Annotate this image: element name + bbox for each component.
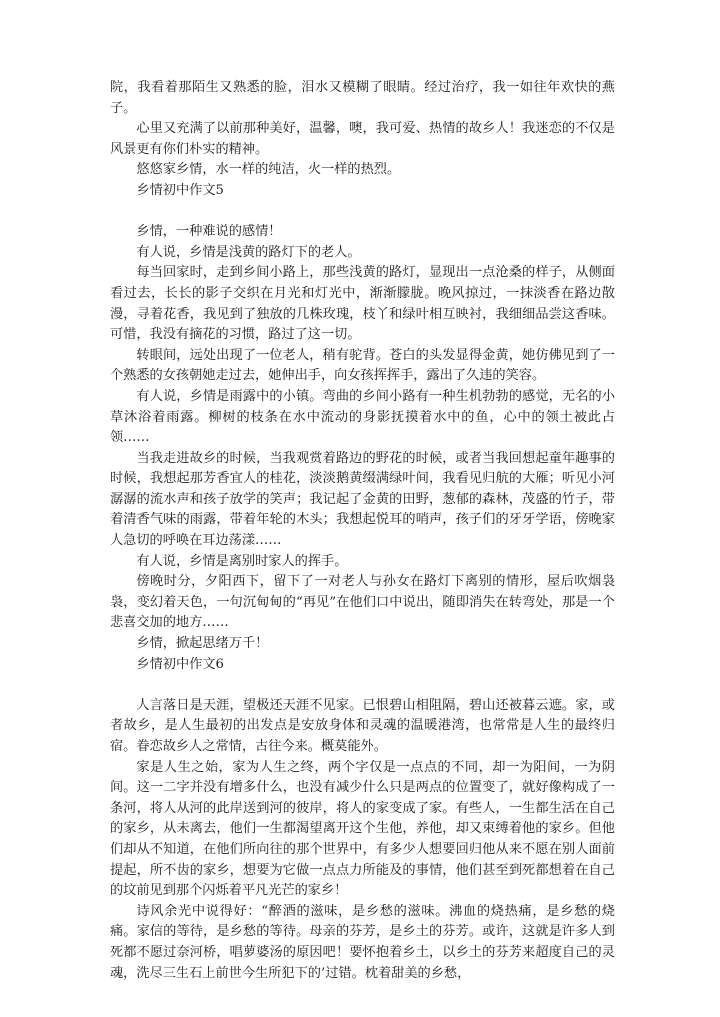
paragraph: 乡情，掀起思绪万千！: [136, 636, 269, 652]
paragraph: 乡情，一种难说的感情！: [136, 224, 282, 240]
paragraph: 心里又充满了以前那种美好，温馨，噢，我可爱、热情的故乡人！我迷恋的不仅是风景更有你们朴实的精神。: [110, 121, 615, 157]
paragraph: 转眼间，远处出现了一位老人，稍有驼背。苍白的头发显得金黄，她仿佛见到了一个熟悉的女孩朝她走过去，她伸出手，向女孩挥挥手，露出了久违的笑容。: [110, 347, 615, 384]
blank-line: [110, 202, 615, 223]
paragraph: 有人说，乡情是雨露中的小镇。弯曲的乡间小路有一种生机勃勃的感觉，无名的小草沐浴着雨露。柳树的枝条在水中流动的身影抚摸着水中的鱼，心中的领土被此占领……: [110, 388, 615, 446]
paragraph: 傍晚时分，夕阳西下，留下了一对老人与孙女在路灯下离别的情形，屋后吹烟袅袅，变幻着天色，一句沉甸甸的“再见”在他们口中说出，随即消失在转弯处，那是一个悲喜交加的地方……: [110, 574, 615, 631]
document-page: [110, 78, 615, 984]
paragraph: 悠悠家乡情，水一样的纯洁，火一样的热烈。: [136, 162, 401, 178]
blank-line: [110, 675, 615, 696]
paragraph: 人言落日是天涯，望极还天涯不见家。已恨碧山相阻隔，碧山还被暮云遮。家，或者故乡，是人生最初的出发点是安放身体和灵魂的温暖港湾，也常常是人生的最终归宿。眷恋故乡人之常情，古往今来。概莫能外。: [110, 697, 615, 754]
paragraph: 诗风余光中说得好：“醉酒的滋味，是乡愁的滋味。沸血的烧热痛，是乡愁的烧痛。家信的等待，是乡愁的等待。母亲的芬芳，是乡土的芬芳。或许，这就是许多人到死都不愿过奈河桥，唱萝婆汤的原因吧！要怀抱着乡土，以乡土的芬芳来超度自己的灵魂，洗尽三生石上前世今生所犯下的’过错。枕着甜美的乡愁，: [110, 903, 615, 981]
section-heading-5: 乡情初中作文5: [136, 182, 224, 198]
paragraph: 当我走进故乡的时候，当我观赏着路边的野花的时候，或者当我回想起童年趣事的时候，我想起那芳香宜人的桂花，淡淡鹅黄缀满绿叶间，我看见归航的大雁；听见小河潺潺的流水声和孩子放学的笑声；我记起了金黄的田野，葱郁的森林，茂盛的竹子，带着清香气味的雨露，带着年轮的木头；我想起悦耳的哨声，孩子们的牙牙学语，傍晚家人急切的呼唤在耳边荡漾……: [110, 450, 615, 549]
paragraph: 院，我看着那陌生又熟悉的脸，泪水又模糊了眼睛。经过治疗，我一如往年欢快的燕子。: [110, 80, 615, 116]
paragraph: 有人说，乡情是离别时家人的挥手。: [136, 553, 348, 569]
section-heading-6: 乡情初中作文6: [136, 656, 224, 672]
paragraph: 每当回家时，走到乡间小路上，那些浅黄的路灯，显现出一点沧桑的样子，从侧面看过去，长长的影子交织在月光和灯光中，渐渐朦胧。晚风掠过，一抹淡香在路边散漫，寻着花香，我见到了独放的几株玫瑰，枝丫和绿叶相互映衬，我细细品尝这香味。可惜，我没有摘花的习惯，路过了这一切。: [110, 265, 615, 343]
paragraph: 有人说，乡情是浅黄的路灯下的老人。: [136, 244, 361, 260]
paragraph: 家是人生之始，家为人生之终，两个字仅是一点点的不同，却一为阳间，一为阴间。这一二字并没有增多什么，也没有减少什么只是两点的位置变了，就好像构成了一条河，将人从河的此岸送到河的彼岸，将人的家变成了家。有些人，一生都生活在自己的家乡，从未离去，他们一生都渴望离开这个生他，养他，却又束缚着他的家乡。但他们却从不知道，在他们所向往的那个世界中，有多少人想要回归他从来不愿在别人面前提起，所不齿的家乡，想要为它做一点点力所能及的事情，他们甚至到死都想着在自己的坟前见到那个闪烁着平凡光芒的家乡！: [110, 759, 615, 899]
